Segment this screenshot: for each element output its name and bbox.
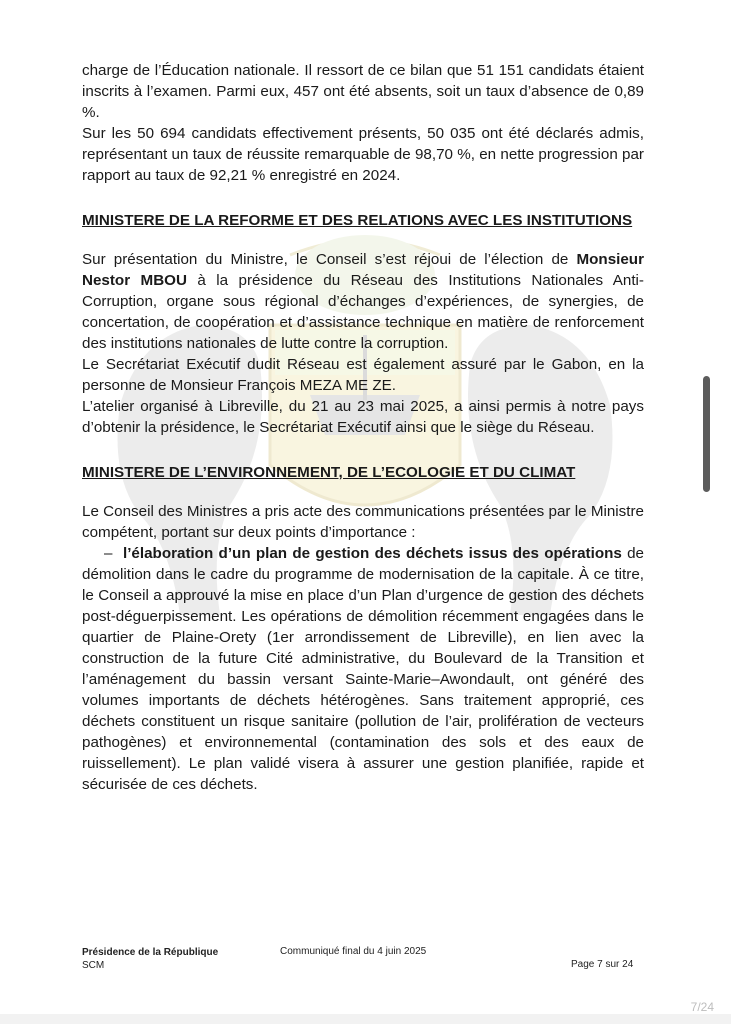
section1-p1-text: Sur présentation du Ministre, le Conseil s’est réjoui de l’élection de — [82, 251, 577, 268]
document-body — [82, 60, 644, 795]
viewer-page-indicator: 7/24 — [690, 1000, 714, 1014]
footer-page-number: Page 7 sur 24 — [571, 959, 634, 970]
bullet-text: de démolition dans le cadre du programme de modernisation de la capitale. À ce titre, le Conseil a approuvé la mise en place d’un Plan d’urgence de gestion des déchets post-déguerpissement. Les opérations de démolition récemment engagées dans le quartier de Plaine-Orety (1er arrondissement de Libreville), en lien avec la construction de la future Cité administrative, du Boulevard de la Transition et l’aménagement du bassin versant Sainte-Marie–Awondault, ont généré des volumes importants de déchets hétérogènes. Sans traitement approprié, ces déchets constituent un risque sanitaire (pollution de l’air, prolifération de vecteurs pathogènes) et environnemental (contamination des sols et des eaux de ruissellement). Le plan validé visera à assurer une gestion planifiée, rapide et sécurisée de ces déchets. — [82, 545, 644, 793]
section1-paragraph-1 — [82, 249, 644, 354]
intro-paragraph-2: Sur les 50 694 candidats effectivement présents, 50 035 ont été déclarés admis, représentant un taux de réussite remarquable de 98,70 %, en nette progression par rapport au taux de 92,21 % enregistré en 2024. — [82, 125, 644, 184]
footer-org-name: Présidence de la République — [82, 947, 219, 958]
bullet-bold-lead: l’élaboration d’un plan de gestion des déchets issus des opérations — [122, 545, 622, 562]
section2-paragraph-1: Le Conseil des Ministres a pris acte des communications présentées par le Ministre compétent, portant sur deux points d’importance : — [82, 503, 644, 541]
scrollbar-thumb[interactable] — [703, 376, 710, 492]
section1-p1-text-end: à la présidence du Réseau des Institutions Nationales Anti-Corruption, organe sous régional d’échanges d’expériences, de synergies, de concertation, de coopération et d’assistance technique en matière de renforcement des institutions nationales de lutte contre la corruption. — [82, 272, 644, 352]
footer-organization — [82, 946, 218, 972]
section2-bullet-item — [82, 543, 644, 795]
viewer-bottom-bar — [0, 1014, 731, 1024]
bullet-dash: – — [104, 545, 113, 562]
section-heading-reforme: MINISTERE DE LA REFORME ET DES RELATIONS AVEC LES INSTITUTIONS — [82, 212, 633, 229]
section1-paragraph-3: L’atelier organisé à Libreville, du 21 au 23 mai 2025, a ainsi permis à notre pays d’obtenir la présidence, le Secrétariat Exécutif ainsi que le siège du Réseau. — [82, 398, 644, 436]
intro-paragraph-1: charge de l’Éducation nationale. Il ressort de ce bilan que 51 151 candidats étaient inscrits à l’examen. Parmi eux, 457 ont été absents, soit un taux d’absence de 0,89 %. — [82, 62, 644, 121]
section1-p1-bold: Monsieur Nestor MBOU — [82, 251, 644, 289]
section-heading-environnement: MINISTERE DE L’ENVIRONNEMENT, DE L’ECOLOGIE ET DU CLIMAT — [82, 464, 576, 481]
footer-document-title: Communiqué final du 4 juin 2025 — [280, 946, 427, 957]
section1-paragraph-2: Le Secrétariat Exécutif dudit Réseau est également assuré par le Gabon, en la personne de Monsieur François MEZA ME ZE. — [82, 356, 644, 394]
footer-org-sub: SCM — [82, 960, 105, 971]
